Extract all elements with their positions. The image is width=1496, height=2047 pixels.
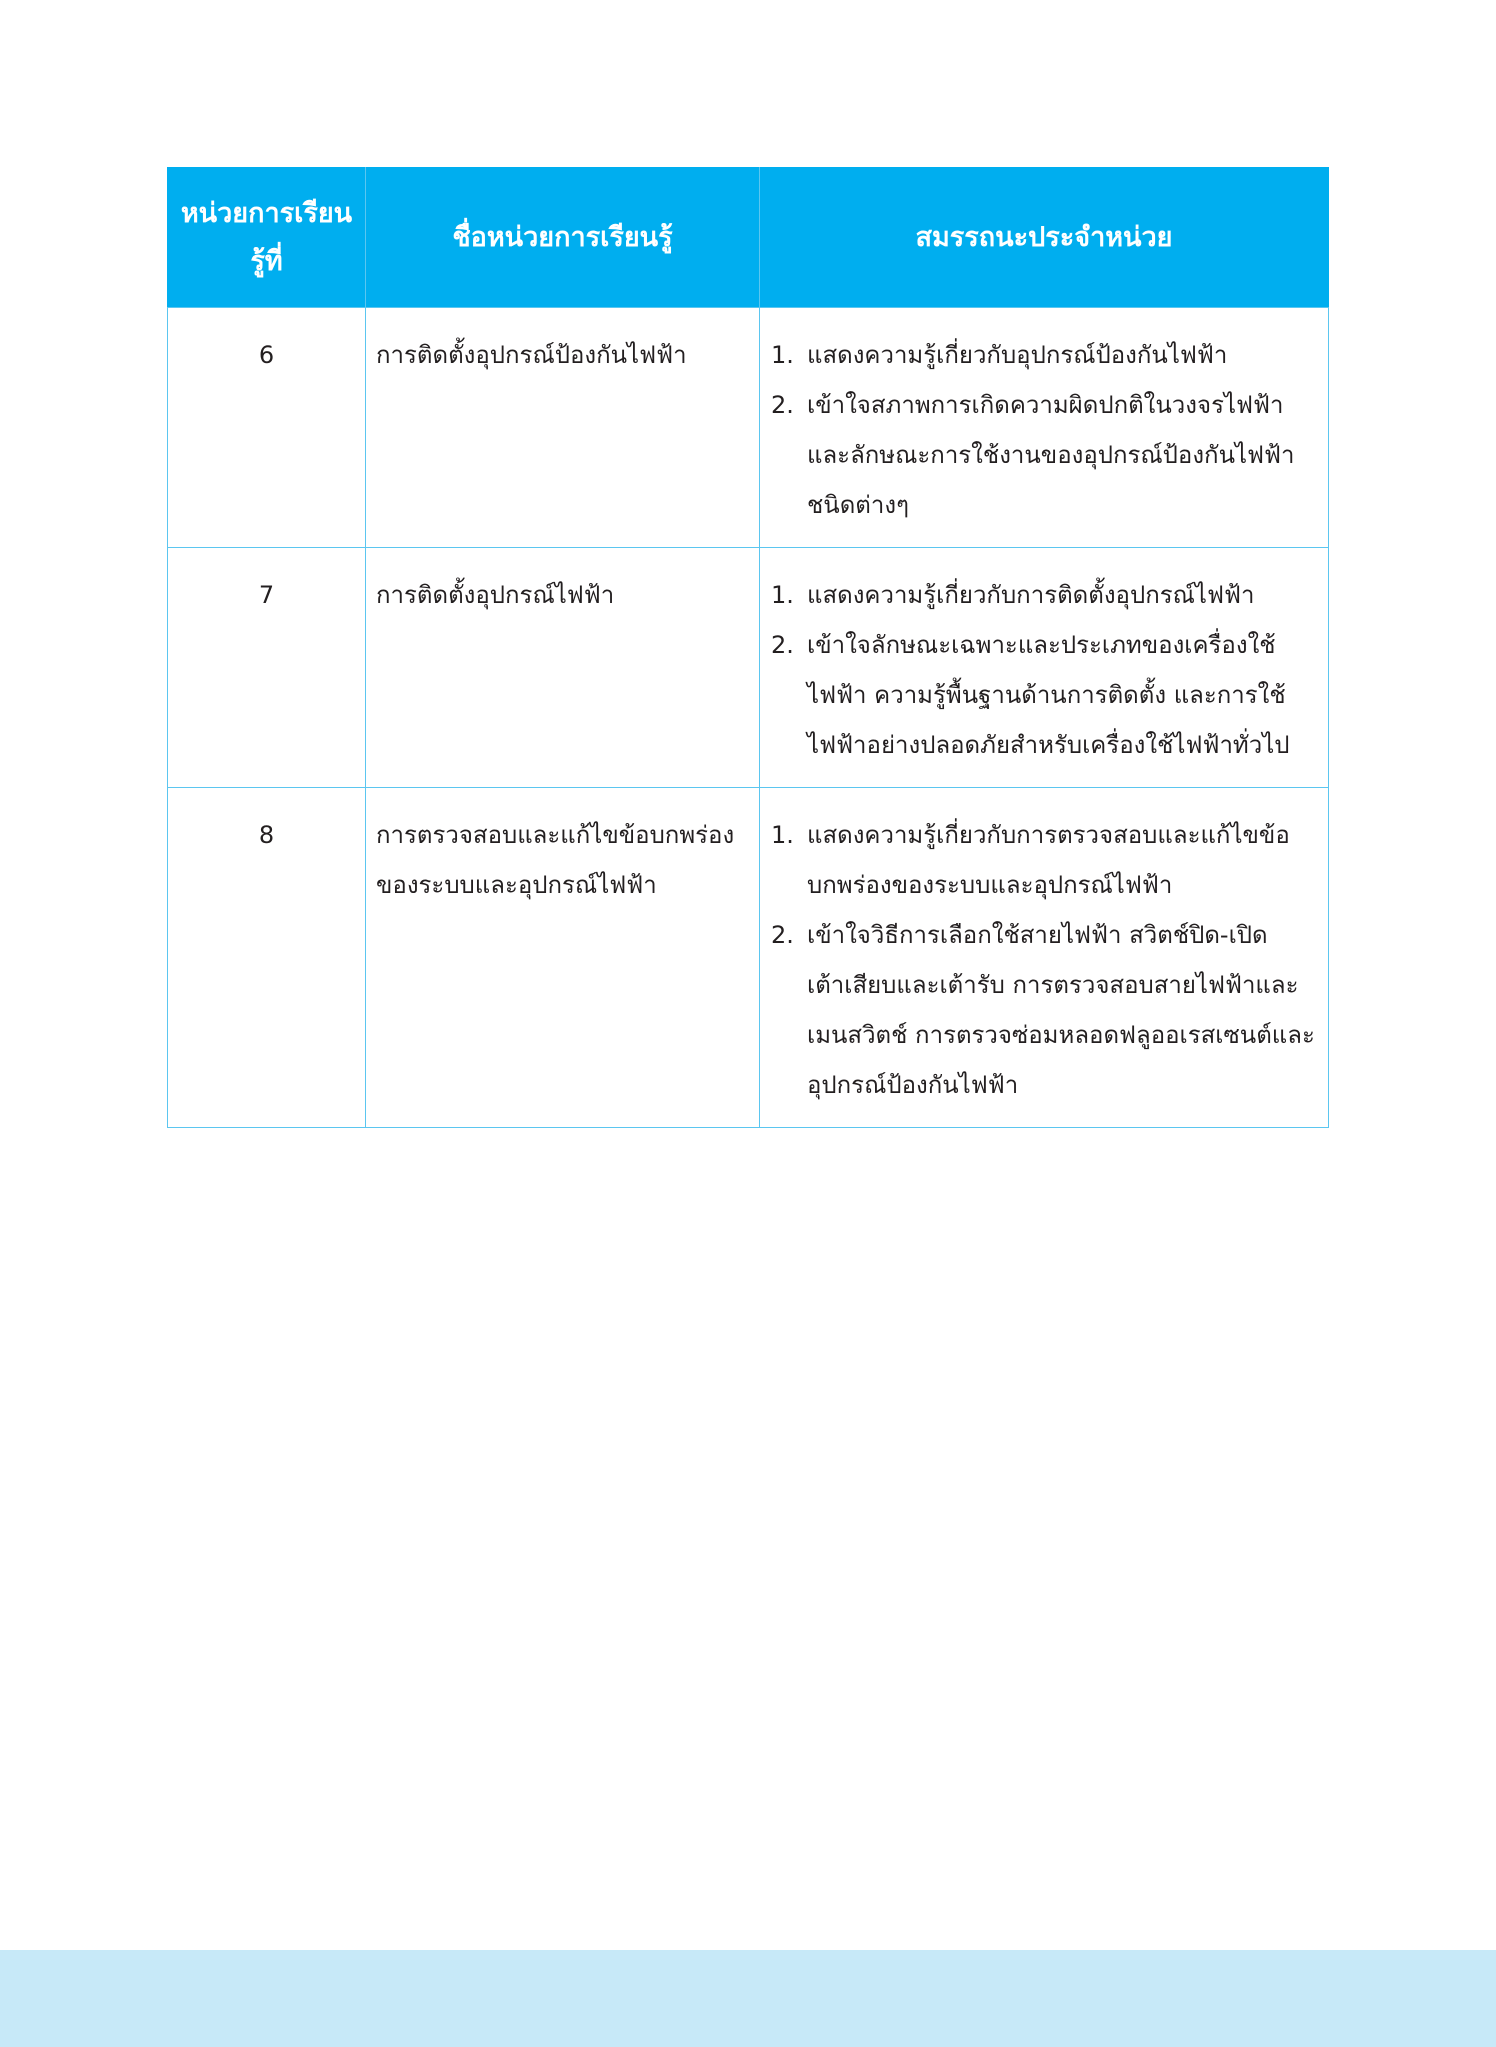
unit-number-cell: 6 bbox=[168, 308, 366, 548]
unit-name-cell: การติดตั้งอุปกรณ์ไฟฟ้า bbox=[366, 548, 760, 788]
list-number: 1. bbox=[771, 581, 794, 609]
competency-item bbox=[771, 910, 1317, 1110]
curriculum-table bbox=[167, 167, 1329, 1128]
header-competencies: สมรรถนะประจำหน่วย bbox=[760, 168, 1329, 308]
list-number: 2. bbox=[771, 921, 794, 949]
curriculum-table-container bbox=[167, 167, 1328, 1128]
table-row bbox=[168, 308, 1329, 548]
competency-list bbox=[771, 570, 1317, 770]
competencies-cell bbox=[760, 548, 1329, 788]
competency-text: แสดงความรู้เกี่ยวกับการตรวจสอบและแก้ไขข้อบกพร่องของระบบและอุปกรณ์ไฟฟ้า bbox=[807, 821, 1290, 899]
competency-item bbox=[771, 620, 1317, 770]
header-row bbox=[168, 168, 1329, 308]
competency-text: เข้าใจวิธีการเลือกใช้สายไฟฟ้า สวิตช์ปิด-เปิด เต้าเสียบและเต้ารับ การตรวจสอบสายไฟฟ้าและเมนสวิตช์ การตรวจซ่อมหลอดฟลูออเรสเซนต์และอุปกรณ์ป้องกันไฟฟ้า bbox=[807, 921, 1315, 1099]
competency-text: เข้าใจสภาพการเกิดความผิดปกติในวงจรไฟฟ้าและลักษณะการใช้งานของอุปกรณ์ป้องกันไฟฟ้าชนิดต่างๆ bbox=[807, 391, 1295, 519]
list-number: 2. bbox=[771, 391, 794, 419]
competency-list bbox=[771, 330, 1317, 530]
unit-name-cell: การติดตั้งอุปกรณ์ป้องกันไฟฟ้า bbox=[366, 308, 760, 548]
header-unit-number: หน่วยการเรียนรู้ที่ bbox=[168, 168, 366, 308]
table-row bbox=[168, 548, 1329, 788]
header-unit-name: ชื่อหน่วยการเรียนรู้ bbox=[366, 168, 760, 308]
competency-text: แสดงความรู้เกี่ยวกับอุปกรณ์ป้องกันไฟฟ้า bbox=[807, 341, 1228, 369]
list-number: 1. bbox=[771, 821, 794, 849]
competencies-cell bbox=[760, 308, 1329, 548]
competencies-cell bbox=[760, 788, 1329, 1128]
unit-name-cell: การตรวจสอบและแก้ไขข้อบกพร่องของระบบและอุปกรณ์ไฟฟ้า bbox=[366, 788, 760, 1128]
unit-number-cell: 8 bbox=[168, 788, 366, 1128]
table-row bbox=[168, 788, 1329, 1128]
table-body bbox=[168, 308, 1329, 1128]
bottom-decorative-band bbox=[0, 1950, 1496, 2047]
competency-text: แสดงความรู้เกี่ยวกับการติดตั้งอุปกรณ์ไฟฟ้า bbox=[807, 581, 1255, 609]
competency-item bbox=[771, 380, 1317, 530]
competency-text: เข้าใจลักษณะเฉพาะและประเภทของเครื่องใช้ไฟฟ้า ความรู้พื้นฐานด้านการติดตั้ง และการใช้ไฟฟ้าอย่างปลอดภัยสำหรับเครื่องใช้ไฟฟ้าทั่วไป bbox=[807, 631, 1290, 759]
list-number: 1. bbox=[771, 341, 794, 369]
competency-item bbox=[771, 810, 1317, 910]
competency-list bbox=[771, 810, 1317, 1110]
table-header bbox=[168, 168, 1329, 308]
list-number: 2. bbox=[771, 631, 794, 659]
competency-item bbox=[771, 570, 1317, 620]
competency-item bbox=[771, 330, 1317, 380]
unit-number-cell: 7 bbox=[168, 548, 366, 788]
